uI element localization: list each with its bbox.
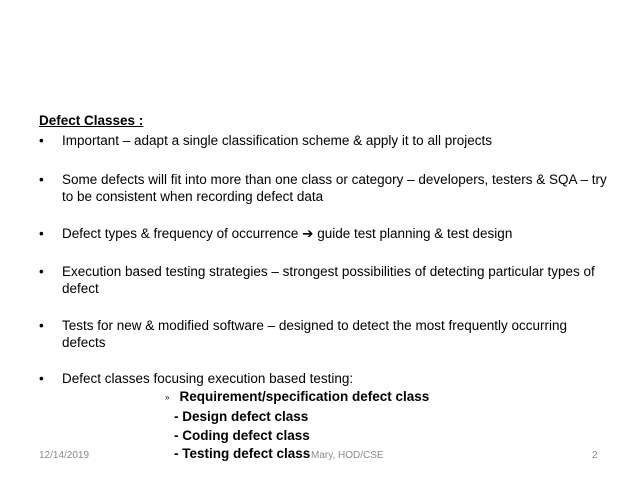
sub-item [174, 446, 310, 461]
bullet-marker: • [39, 264, 44, 279]
bullet-text [62, 225, 610, 242]
bullet-marker: • [39, 318, 44, 333]
sub-item-text: - Testing defect class [174, 446, 311, 461]
bullet-text: Execution based testing strategies – strongest possibilities of detecting particular types of defect [62, 264, 595, 296]
bullet-text: Tests for new & modified software – designed to detect the most frequently occurring defects [62, 318, 568, 350]
sub-item [165, 389, 429, 404]
bullet-marker: • [39, 371, 44, 386]
sub-item-text: - Coding defect class [174, 428, 310, 443]
sub-item [174, 409, 308, 424]
slide-heading: Defect Classes : [39, 113, 144, 128]
footer-date: 12/14/2019 [39, 450, 90, 461]
right-arrow-icon: ➔ [302, 226, 314, 241]
bullet-marker: • [39, 226, 44, 241]
footer-author: Mary, HOD/CSE [311, 450, 384, 461]
bullet-text-after: guide test planning & test design [313, 226, 513, 241]
bullet-text: Some defects will fit into more than one class or category – developers, testers & SQA – try to be consistent when recording defect data [62, 172, 607, 204]
bullet-text-before: Defect types & frequency of occurrence [62, 226, 303, 241]
sub-item [174, 428, 310, 443]
bullet-marker: • [39, 133, 44, 148]
sub-item-marker: » [165, 392, 170, 402]
sub-item-text: Requirement/specification defect class [179, 389, 430, 404]
bullet-text: Important – adapt a single classification scheme & apply it to all projects [62, 133, 492, 148]
bullet-marker: • [39, 172, 44, 187]
footer-page-number: 2 [592, 450, 598, 461]
sub-item-text: - Design defect class [174, 409, 309, 424]
bullet-text: Defect classes focusing execution based testing: [62, 371, 354, 386]
